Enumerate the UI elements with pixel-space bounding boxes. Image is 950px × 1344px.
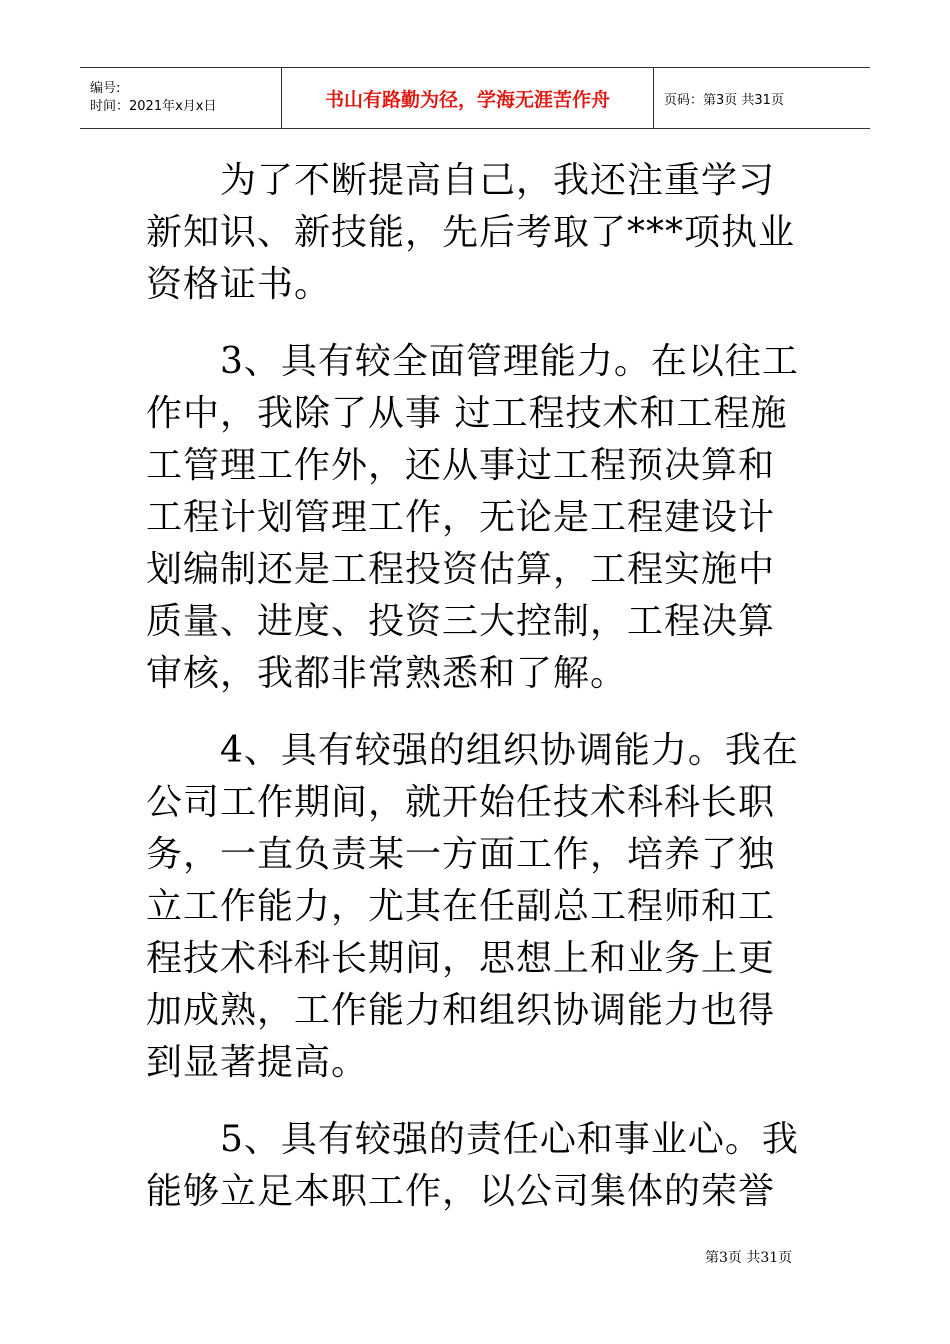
body-paragraph: 为了不断提高自己，我还注重学习新知识、新技能，先后考取了***项执业资格证书。 — [146, 160, 796, 305]
footer-page-number: 第3页 共31页 — [705, 1250, 793, 1266]
body-paragraph: 5、具有较强的责任心和事业心。我能够立足本职工作，以公司集体的荣誉 — [146, 1119, 799, 1212]
header-motto: 书山有路勤为径，学海无涯苦作舟 — [324, 88, 610, 111]
header-meta-cell — [80, 68, 282, 128]
header-page-cell — [654, 68, 870, 128]
document-date-label: 时间：2021年x月x日 — [90, 99, 217, 114]
body-paragraph: 3、具有较全面管理能力。在以往工作中，我除了从事 过工程技术和工程施工管理工作外，还从事过工程预决算和工程计划管理工作，无论是工程建设计划编制还是工程投资估算，工程实施中质量、进度、投资三大控制，工程决算审核，我都非常熟悉和了解。 — [146, 341, 799, 694]
body-paragraph: 4、具有较强的组织协调能力。我在公司工作期间，就开始任技术科科长职务，一直负责某一方面工作，培养了独立工作能力，尤其在任副总工程师和工程技术科科长期间，思想上和业务上更加成熟，工作能力和组织协调能力也得到显著提高。 — [146, 730, 799, 1083]
page-header — [80, 67, 870, 129]
header-motto-cell — [282, 68, 654, 128]
document-body — [146, 155, 810, 1243]
header-page-number: 页码：第3页 共31页 — [664, 92, 784, 108]
document-number-label: 编号: — [90, 81, 121, 96]
